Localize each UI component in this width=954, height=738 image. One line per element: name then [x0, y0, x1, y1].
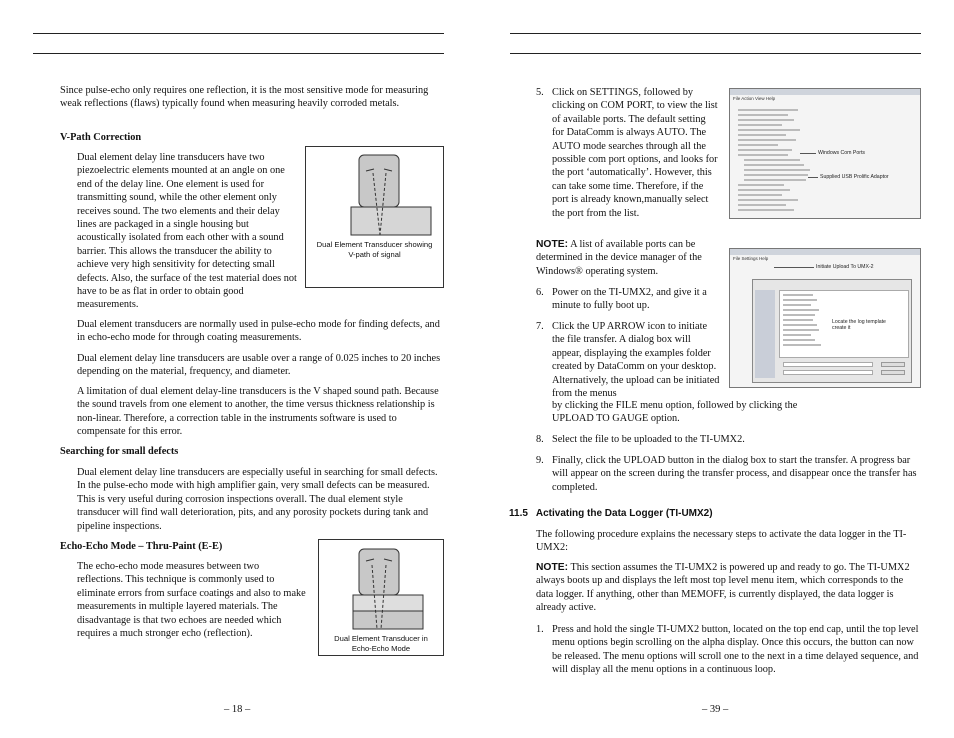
initiate-upload-callout: Initiate Upload To UMX-2 — [816, 264, 874, 270]
usb-adaptor-callout: Supplied USB Prolific Adaptor — [820, 174, 889, 180]
small-defects-paragraph: Dual element delay line transducers are especially useful in searching for small defects. In the pulse-echo mode with high amplifier gain, very small defects can be measured. This is very useful during corrosion inspections overall. The dual element style transducer will find wall deterioration, pits, and any porosity pockets during tank and pipeline inspections. — [77, 467, 438, 532]
section-intro: The following procedure explains the necessary steps to activate the data logger in the TI-UMX2: — [536, 529, 907, 554]
step-7-text: Click the UP ARROW icon to initiate the file transfer. A dialog box will appear, displaying the examples folder created by DataComm on your desktop. Alternatively, the upload can be initiated from the menus — [552, 321, 720, 400]
note-2-text: This section assumes the TI-UMX2 is powered up and ready to go. The TI-UMX2 always boots up and displays the left most top level menu item, which corresponds to the data logger. If anything, other than MEMOFF, is currently displayed, the data logger is already active. — [536, 562, 910, 614]
vpath-paragraph-1: Dual element delay line transducers have two piezoelectric elements mounted at an angle on one end of the delay line. One element is used for transmitting sound, while the other element only receives sound. The two elements and their delay lines are packaged in a single housing but acoustically isolated from each other with a sound barrier. This allows the transducer the ability to achieve very high sensitivity for detecting small defects. Also, the surface of the test material does not have to be as flat in order to obtain good measurements. — [77, 152, 297, 311]
note-1-label: NOTE: — [536, 239, 569, 250]
note-2 — [536, 561, 922, 615]
section-number: 11.5 — [509, 508, 528, 519]
step-9-text: Finally, click the UPLOAD button in the dialog box to start the transfer. A progress bar will appear on the screen during the transfer process, and disappear once the transfer has completed. — [552, 455, 917, 493]
section-title: Activating the Data Logger (TI-UMX2) — [535, 508, 713, 519]
step-6-text: Power on the TI-UMX2, and give it a minute to fully boot up. — [552, 287, 707, 312]
echo-echo-figure — [318, 539, 444, 656]
window-menubar: File Action View Help — [733, 96, 776, 101]
window-menubar: File Settings Help — [733, 256, 769, 261]
window-titlebar — [730, 89, 920, 95]
header-rule-bottom — [33, 53, 444, 54]
left-page-number: – 18 – — [224, 704, 251, 715]
echo-echo-transducer-diagram — [319, 543, 443, 633]
upload-dialog — [752, 279, 912, 383]
header-rule-top — [33, 33, 444, 34]
right-page-number: – 39 – — [702, 704, 729, 715]
step-9-number: 9. — [536, 455, 544, 466]
step-8-text: Select the file to be uploaded to the TI-UMX2. — [552, 434, 745, 445]
note-1 — [536, 238, 721, 278]
step-5-text: Click on SETTINGS, followed by clicking on COM PORT, to view the list of available ports. The default setting for DataComm is always AUTO. The AUTO mode searches through all the possible com port options, and looks for the port ‘automatically’. However, this can take some time. Therefore, if the port is already known,manually select the port from the list. — [552, 87, 718, 219]
vpath-paragraph-3: Dual element delay line transducers are usable over a range of 0.025 inches to 20 inches depending on the material, frequency, and diameter. — [77, 353, 441, 378]
echo-echo-figure-caption: Dual Element Transducer in Echo-Echo Mode — [334, 634, 428, 653]
step-8-number: 8. — [536, 434, 544, 445]
step-5-number: 5. — [536, 87, 544, 98]
header-rule-top — [510, 33, 921, 34]
vpath-figure-caption: Dual Element Transducer showing V-path of signal — [316, 240, 433, 259]
vpath-figure — [305, 146, 444, 288]
step-1-text: Press and hold the single TI-UMX2 button, located on the top end cap, until the top level menu options begin scrolling on the alpha display. Once this occurs, the button can now be released. The menu options will scroll one to the next in a time delayed sequence, and will display all the menu options in a continuous loop. — [552, 624, 919, 676]
right-page — [477, 0, 954, 738]
datacomm-upload-screenshot — [729, 248, 921, 388]
dual-element-transducer-diagram — [306, 151, 443, 251]
small-defects-heading: Searching for small defects — [60, 446, 179, 457]
header-rule-bottom — [510, 53, 921, 54]
note-1-text: A list of available ports can be determined in the device manager of the Windows® operating system. — [536, 239, 702, 277]
section-heading — [509, 507, 713, 520]
echo-echo-heading: Echo-Echo Mode – Thru-Paint (E-E) — [60, 541, 223, 552]
note-2-label: NOTE: — [536, 562, 569, 573]
windows-com-ports-callout: Windows Com Ports — [818, 150, 865, 156]
vpath-paragraph-2: Dual element transducers are normally used in pulse-echo mode for finding defects, and in echo-echo mode for through coating measurements. — [77, 319, 440, 344]
intro-paragraph: Since pulse-echo only requires one reflection, it is the most sensitive mode for measuring weak reflections (flaws) typically found when measuring heavily corroded metals. — [60, 85, 429, 110]
vpath-paragraph-4: A limitation of dual element delay-line transducers is the V shaped sound path. Because the sound travels from one element to another, the time versus thickness relationship is non-linear. Therefore, a correction table in the instruments software is used to compensate for this error. — [77, 386, 439, 438]
step-1-number: 1. — [536, 624, 544, 635]
vpath-heading: V-Path Correction — [60, 132, 142, 143]
step-7-text-end: by clicking the FILE menu option, followed by clicking the UPLOAD TO GAUGE option. — [552, 400, 798, 425]
step-7-number: 7. — [536, 321, 544, 332]
echo-echo-paragraph: The echo-echo mode measures between two reflections. This technique is commonly used to eliminate errors from surface coatings and also to make measurements in multiple layered materials. The disadvantage is that two echoes are needed which requires a much stronger echo (reflection). — [77, 561, 306, 640]
locate-log-template-callout: Locate the log template create it — [832, 319, 886, 331]
step-6-number: 6. — [536, 287, 544, 298]
device-manager-screenshot — [729, 88, 921, 219]
window-titlebar — [730, 249, 920, 255]
